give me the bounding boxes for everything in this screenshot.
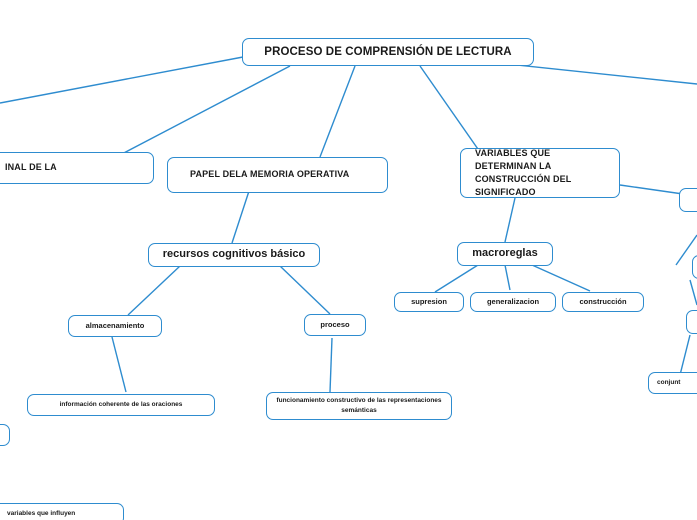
edge-macroreglas-supresion bbox=[435, 265, 478, 292]
node-info-coherente-label: información coherente de las oraciones bbox=[59, 400, 183, 408]
node-supresion-label: supresion bbox=[411, 297, 447, 307]
node-generalizacion[interactable] bbox=[470, 292, 556, 312]
node-variables-significado-label: VARIABLES QUE DETERMINAN LA CONSTRUCCIÓN DEL SIGNIFICADO bbox=[475, 147, 572, 198]
edge-root-variables bbox=[420, 66, 480, 152]
node-variables-que-influyen-label: variables que influyen bbox=[7, 509, 76, 517]
edge-root-memoria bbox=[320, 66, 355, 157]
edge-macroreglas-generalizacion bbox=[505, 265, 510, 290]
edge-variables-macroreglas bbox=[505, 198, 515, 242]
node-generalizacion-label: generalizacion bbox=[486, 297, 540, 307]
node-proceso[interactable] bbox=[304, 314, 366, 336]
edge-proceso-funcionamiento bbox=[330, 338, 332, 392]
node-recursos-cognitivos-label: recursos cognitivos básico bbox=[162, 248, 306, 261]
edge-right-chain-2 bbox=[690, 280, 697, 305]
node-macroreglas[interactable] bbox=[457, 242, 553, 266]
node-right-upper-clipped[interactable] bbox=[679, 188, 697, 212]
node-variables-significado[interactable] bbox=[460, 148, 620, 198]
edge-root-left-offscreen bbox=[0, 57, 243, 103]
node-proceso-label: proceso bbox=[320, 320, 350, 330]
edge-memoria-recursos bbox=[232, 188, 250, 243]
node-root[interactable] bbox=[242, 38, 534, 66]
node-conjunto[interactable] bbox=[648, 372, 697, 394]
node-inal-de-la-label: INAL DE LA bbox=[5, 162, 57, 173]
node-recursos-cognitivos[interactable] bbox=[148, 243, 320, 267]
node-almacenamiento[interactable] bbox=[68, 315, 162, 337]
edge-right-chain-3 bbox=[680, 335, 690, 375]
node-memoria-operativa[interactable] bbox=[167, 157, 388, 193]
node-root-label: PROCESO DE COMPRENSIÓN DE LECTURA bbox=[264, 45, 512, 58]
node-info-coherente[interactable] bbox=[27, 394, 215, 416]
node-inal-de-la[interactable] bbox=[0, 152, 154, 184]
edge-root-final bbox=[120, 66, 290, 155]
node-right-middle-clipped[interactable] bbox=[692, 255, 697, 279]
edge-almacenamiento-info bbox=[112, 337, 126, 392]
node-construccion[interactable] bbox=[562, 292, 644, 312]
edge-macroreglas-construccion bbox=[532, 265, 590, 291]
node-supresion[interactable] bbox=[394, 292, 464, 312]
node-conjunto-label: conjunt bbox=[657, 378, 681, 386]
edge-recursos-almacenamiento bbox=[128, 266, 180, 315]
node-macroreglas-label: macroreglas bbox=[472, 247, 538, 260]
node-memoria-operativa-label: PAPEL DELA MEMORIA OPERATIVA bbox=[190, 169, 350, 180]
node-variables-que-influyen[interactable] bbox=[0, 503, 124, 520]
node-funcionamiento-constructivo[interactable] bbox=[266, 392, 452, 420]
node-almacenamiento-label: almacenamiento bbox=[85, 321, 145, 331]
node-right-lower-clipped[interactable] bbox=[686, 310, 697, 334]
node-construccion-label: construcción bbox=[579, 297, 627, 307]
edge-recursos-proceso bbox=[280, 266, 330, 314]
node-bottom-left-clipped[interactable] bbox=[0, 424, 10, 446]
node-funcionamiento-constructivo-label: funcionamiento constructivo de las representaciones semánticas bbox=[276, 397, 442, 414]
